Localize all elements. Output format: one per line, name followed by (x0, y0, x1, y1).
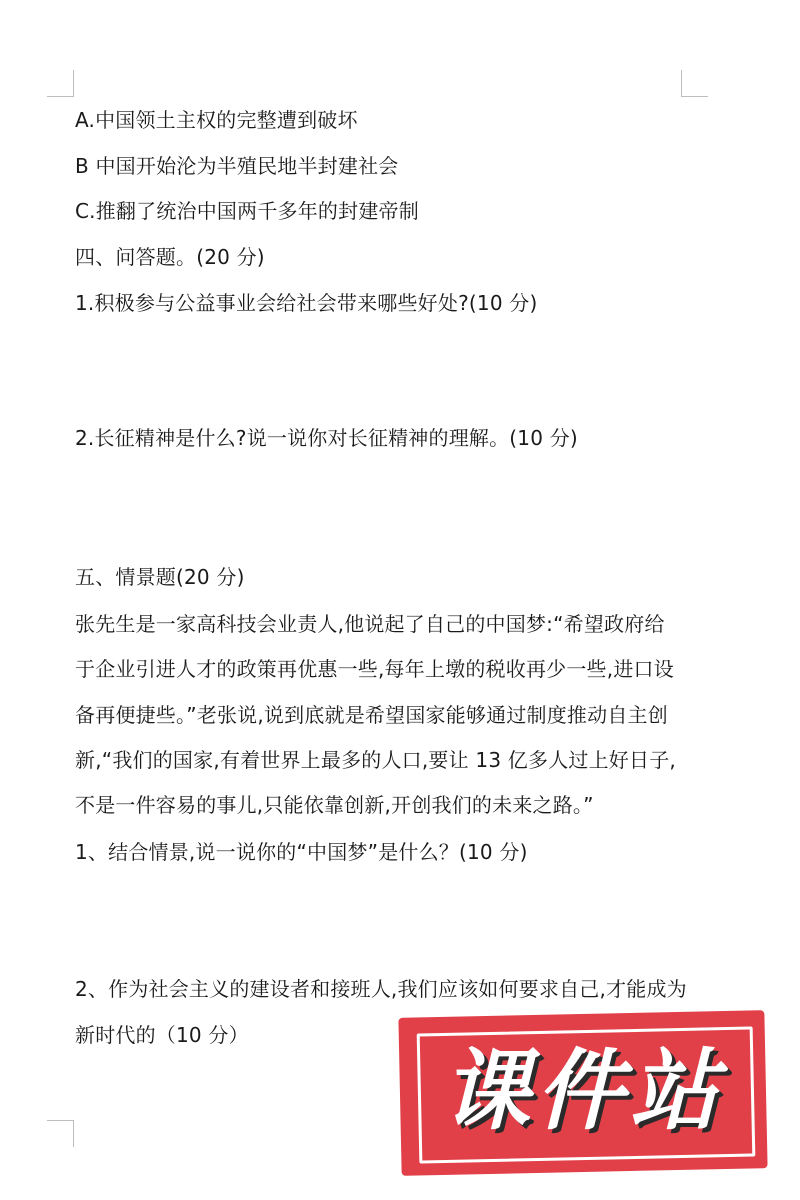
option-a: A.中国领土主权的完整遭到破坏 (75, 108, 358, 132)
page-corner-mark-top-left (47, 70, 74, 97)
section-four-heading: 四、问答题。(20 分) (75, 245, 265, 269)
option-c: C.推翻了统治中国两千多年的封建帝制 (75, 199, 419, 223)
scenario-question-two-continued: 新时代的（10 分） (75, 1023, 249, 1047)
page-corner-mark-top-right (681, 70, 708, 97)
scenario-question-one: 1、结合情景,说一说你的“中国梦”是什么？(10 分) (75, 840, 528, 864)
watermark-stamp (400, 1014, 766, 1172)
scenario-question-two: 2、作为社会主义的建设者和接班人,我们应该如何要求自己,才能成为 (75, 977, 687, 1001)
option-b: B 中国开始沦为半殖民地半封建社会 (75, 154, 399, 178)
scenario-paragraph-line: 不是一件容易的事儿,只能依靠创新,开创我们的未来之路。” (75, 793, 594, 817)
question-one: 1.积极参与公益事业会给社会带来哪些好处?(10 分) (75, 291, 538, 315)
watermark-logo-text: 课件站 (441, 1039, 724, 1142)
section-five-heading: 五、情景题(20 分) (75, 565, 245, 589)
scenario-paragraph-line: 备再便捷些。”老张说,说到底就是希望国家能够通过制度推动自主创 (75, 703, 668, 727)
scenario-paragraph-line: 于企业引进人才的政策再优惠一些,每年上墩的税收再少一些,进口设 (75, 657, 674, 681)
scenario-paragraph-line: 新,“我们的国家,有着世界上最多的人口,要让 13 亿多人过上好日子, (75, 748, 676, 772)
question-two: 2.长征精神是什么?说一说你对长征精神的理解。(10 分) (75, 426, 578, 450)
scenario-paragraph-line: 张先生是一家高科技会业责人,他说起了自己的中国梦:“希望政府给 (75, 612, 665, 636)
page-corner-mark-bottom-left (47, 1120, 74, 1147)
